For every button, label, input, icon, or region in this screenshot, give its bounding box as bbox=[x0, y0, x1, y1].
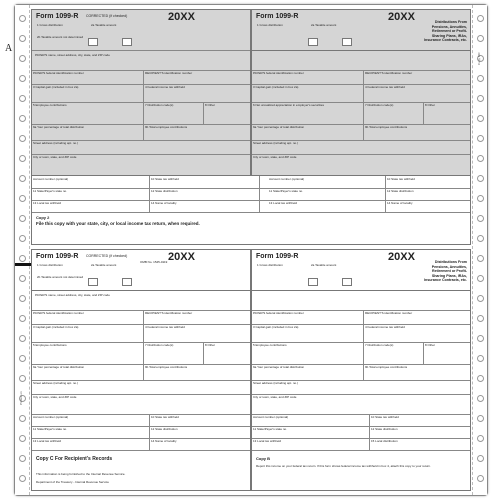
copy-header bbox=[252, 10, 470, 51]
box-9a[interactable]: 9a Your percentage of total distribution bbox=[252, 364, 364, 380]
box-8[interactable]: 8 Other bbox=[425, 103, 436, 107]
box-4[interactable]: 4 Federal income tax withheld bbox=[145, 325, 185, 329]
box-5[interactable]: 5 Employee contributions bbox=[32, 342, 144, 364]
payer-info[interactable]: PAYER'S name, street address, city, state, and ZIP code bbox=[35, 293, 110, 297]
box-1[interactable]: 1 Gross distribution bbox=[37, 23, 63, 27]
checkbox-total[interactable] bbox=[342, 278, 352, 286]
checkbox-total[interactable] bbox=[122, 38, 132, 46]
box-11[interactable]: 11 State/Payer's state no. bbox=[32, 188, 150, 200]
box-13[interactable]: 13 Local tax withheld bbox=[252, 438, 370, 450]
form-name: Form 1099-R bbox=[36, 13, 79, 20]
box-12[interactable]: 12 State distribution bbox=[371, 427, 398, 431]
box-1[interactable]: 1 Gross distribution bbox=[257, 23, 283, 27]
box-2a[interactable]: 2a Taxable amount bbox=[91, 23, 117, 27]
street-address[interactable]: Street address (including apt. no.) bbox=[33, 141, 79, 145]
street-address[interactable]: Street address (including apt. no.) bbox=[253, 141, 299, 145]
box-9a[interactable]: 9a Your percentage of total distribution bbox=[32, 364, 144, 380]
checkbox-2b[interactable] bbox=[88, 278, 98, 286]
box-14[interactable]: 14 Name of locality bbox=[151, 439, 177, 443]
street-address[interactable]: Street address (including apt. no.) bbox=[253, 381, 299, 385]
right-side-label: Copy B/C bbox=[477, 52, 481, 65]
form-year: 20XX bbox=[388, 251, 415, 263]
payer-tin[interactable]: PAYER'S federal identification number bbox=[252, 310, 364, 324]
box-9b[interactable]: 9b Total employee contributions bbox=[365, 365, 408, 369]
box-1[interactable]: 1 Gross distribution bbox=[37, 263, 63, 267]
box-8[interactable]: 8 Other bbox=[425, 343, 436, 347]
recipient-tin[interactable]: RECIPIENT'S identification number bbox=[145, 71, 193, 75]
city-state-zip[interactable]: City or town, state, and ZIP code bbox=[253, 395, 297, 399]
recipient-tin[interactable]: RECIPIENT'S identification number bbox=[365, 71, 413, 75]
street-address[interactable]: Street address (including apt. no.) bbox=[33, 381, 79, 385]
account-number[interactable]: Account number (optional) bbox=[32, 414, 150, 426]
box-13[interactable]: 13 Local tax withheld bbox=[268, 200, 386, 212]
form-year: 20XX bbox=[168, 251, 195, 263]
corrected-label: CORRECTED (if checked) bbox=[86, 254, 128, 258]
box-8[interactable]: 8 Other bbox=[205, 343, 216, 347]
box-7[interactable]: 7 Distribution code(s) bbox=[144, 342, 204, 364]
copy-2-note: File this copy with your state, city, or local income tax return, when required. bbox=[36, 221, 200, 226]
copy-c-title: Copy C For Recipient's Records bbox=[36, 456, 113, 462]
box-13[interactable]: 13 Local tax withheld bbox=[32, 438, 150, 450]
box-4[interactable]: 4 Federal income tax withheld bbox=[365, 325, 405, 329]
box-2a[interactable]: 2a Taxable amount bbox=[311, 23, 337, 27]
box-2a[interactable]: 2a Taxable amount bbox=[311, 263, 337, 267]
box-9a[interactable]: 9a Your percentage of total distribution bbox=[32, 124, 144, 140]
checkbox-2b[interactable] bbox=[88, 38, 98, 46]
account-number[interactable]: Account number (optional) bbox=[252, 414, 370, 426]
box-14[interactable]: 15 Local distribution bbox=[371, 439, 398, 443]
box-2a[interactable]: 2a Taxable amount bbox=[91, 263, 117, 267]
copy-b-title: Copy B bbox=[256, 456, 270, 461]
box-13[interactable]: 13 Local tax withheld bbox=[32, 200, 150, 212]
box-14[interactable]: 14 Name of locality bbox=[150, 200, 260, 212]
box-10[interactable]: 10 State tax withheld bbox=[371, 415, 399, 419]
payer-tin[interactable]: PAYER'S federal identification number bbox=[32, 310, 144, 324]
form-name: Form 1099-R bbox=[256, 253, 299, 260]
box-7[interactable]: 7 Distribution code(s) bbox=[364, 342, 424, 364]
box-12[interactable]: 12 State distribution bbox=[150, 188, 260, 200]
recipient-tin[interactable]: RECIPIENT'S identification number bbox=[145, 311, 193, 315]
form-body bbox=[31, 9, 471, 491]
payer-tin[interactable]: PAYER'S federal identification number bbox=[32, 70, 144, 84]
top-half bbox=[31, 9, 471, 245]
box-11[interactable]: 11 State/Payer's state no. bbox=[32, 426, 150, 438]
form-sheet bbox=[5, 4, 488, 496]
box-9b[interactable]: 9b Total employee contributions bbox=[145, 365, 188, 369]
form-year: 20XX bbox=[168, 11, 195, 23]
box-8[interactable]: 8 Other bbox=[205, 103, 216, 107]
box-11[interactable]: 11 State/Payer's state no. bbox=[252, 426, 370, 438]
left-pin-strip bbox=[15, 5, 30, 495]
payer-info[interactable]: PAYER'S name, street address, city, state, and ZIP code bbox=[35, 53, 110, 57]
city-state-zip[interactable]: City or town, state, and ZIP code bbox=[253, 155, 297, 159]
box-14[interactable]: 14 Name of locality bbox=[387, 201, 413, 205]
box-1[interactable]: 1 Gross distribution bbox=[257, 263, 283, 267]
dept-treasury: Department of the Treasury - Internal Revenue Service bbox=[36, 480, 109, 484]
city-state-zip[interactable]: City or town, state, and ZIP code bbox=[33, 395, 77, 399]
checkbox-total[interactable] bbox=[342, 38, 352, 46]
checkbox-2b[interactable] bbox=[308, 278, 318, 286]
box-3[interactable]: 3 Capital gain (included in box 2a) bbox=[252, 324, 364, 342]
box-7[interactable]: 7 Distribution code(s) bbox=[144, 102, 204, 124]
box-5[interactable]: 5 Employee contributions bbox=[32, 102, 144, 124]
recipient-tin[interactable]: RECIPIENT'S identification number bbox=[365, 311, 413, 315]
box-3[interactable]: 3 Capital gain (included in box 2a) bbox=[252, 84, 364, 102]
copy-header bbox=[32, 250, 250, 291]
box-3[interactable]: 3 Capital gain (included in box 2a) bbox=[32, 84, 144, 102]
form-description: Distributions From Pensions, Annuities, Retirement or Profit-Sharing Plans, IRAs, Insurance Contracts, etc. bbox=[424, 260, 467, 282]
box-9a[interactable]: 9a Your percentage of total distribution bbox=[252, 124, 364, 140]
box-9b[interactable]: 9b Total employee contributions bbox=[365, 125, 408, 129]
box-2b[interactable]: 2b Taxable amount not determined bbox=[37, 35, 84, 39]
box-7[interactable]: 7 Distribution code(s) bbox=[364, 102, 424, 124]
box-12[interactable]: 12 State distribution bbox=[387, 189, 414, 193]
checkbox-2b[interactable] bbox=[308, 38, 318, 46]
box-2b[interactable]: 2b Taxable amount not determined bbox=[37, 275, 84, 279]
copy-bottom-left bbox=[31, 249, 251, 491]
bottom-half bbox=[31, 249, 471, 491]
copy-2-title: Copy 2 bbox=[36, 215, 50, 220]
box-12[interactable]: 12 State distribution bbox=[151, 427, 178, 431]
payer-tin[interactable]: PAYER'S federal identification number bbox=[252, 70, 364, 84]
copy-header bbox=[252, 250, 470, 291]
form-description: Distributions From Pensions, Annuities, Retirement or Profit-Sharing Plans, IRAs, Insurance Contracts, etc. bbox=[424, 20, 467, 42]
box-10[interactable]: 10 State tax withheld bbox=[151, 415, 179, 419]
omb-number: OMB No. 1545-0119 bbox=[140, 260, 168, 264]
account-number[interactable]: Account number (optional) bbox=[32, 176, 150, 188]
checkbox-total[interactable] bbox=[122, 278, 132, 286]
form-name: Form 1099-R bbox=[256, 13, 299, 20]
city-state-zip[interactable]: City or town, state, and ZIP code bbox=[33, 155, 77, 159]
top-state-section bbox=[31, 175, 471, 245]
box-9b[interactable]: 9b Total employee contributions bbox=[145, 125, 188, 129]
corrected-label: CORRECTED (if checked) bbox=[86, 14, 128, 18]
copy-b-note: Report this income on your federal tax return. If this form shows federal income tax withheld in box 4, attach this copy to your return. bbox=[256, 464, 431, 468]
box-10[interactable]: 10 State tax withheld bbox=[387, 177, 415, 181]
copy-c-note: This information is being furnished to the Internal Revenue Service. bbox=[36, 472, 126, 476]
box-10[interactable]: 10 State tax withheld bbox=[150, 176, 260, 188]
account-number[interactable]: Account number (optional) bbox=[268, 176, 386, 188]
box-3[interactable]: 3 Capital gain (included in box 2a) bbox=[32, 324, 144, 342]
box-11[interactable]: 11 State/Payer's state no. bbox=[268, 188, 386, 200]
alignment-bar bbox=[15, 263, 31, 266]
box-5[interactable]: 6 Net unrealized appreciation in employer's securities bbox=[252, 102, 364, 124]
box-5[interactable]: 5 Employee contributions bbox=[252, 342, 364, 364]
form-year: 20XX bbox=[388, 11, 415, 23]
copy-header bbox=[32, 10, 250, 51]
copy-bottom-right bbox=[251, 249, 471, 491]
form-name: Form 1099-R bbox=[36, 253, 79, 260]
box-4[interactable]: 4 Federal income tax withheld bbox=[145, 85, 185, 89]
corner-marker: A bbox=[5, 43, 13, 54]
left-side-label: Printed on bbox=[19, 391, 23, 405]
box-4[interactable]: 4 Federal income tax withheld bbox=[365, 85, 405, 89]
